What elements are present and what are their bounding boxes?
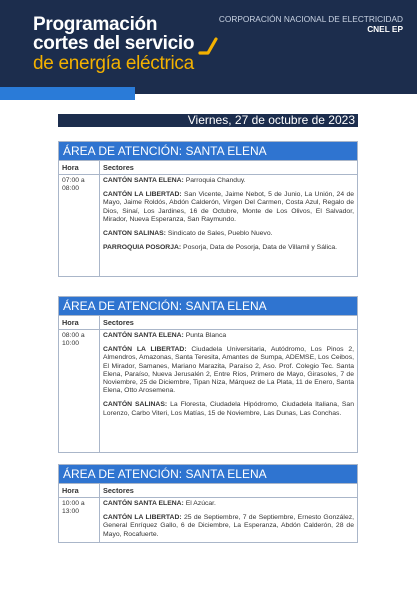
sector-list: Parroquia Chanduy. <box>183 177 246 184</box>
area-block <box>58 141 358 277</box>
area-block <box>58 464 358 543</box>
time-cell: 10:00 a 13:00 <box>59 498 100 542</box>
column-hora: Hora <box>59 483 100 497</box>
sector-list: San Vicente, Jaime Nebot, 5 de Junio, La Unión, 24 de Mayo, Jaime Roldós, Abdón Calderón, Virgen Del Carmen, Costa Azul, Regalo de Dios, Sinaí, Los Jardines, 16 de Octubre, Monte de Los Olivos, El Salvador, Mirador, Nueva Esperanza, San Raymundo. <box>103 191 355 223</box>
sector-entry <box>103 332 354 340</box>
canton-label: CANTÓN SANTA ELENA: <box>103 500 184 507</box>
table-header-row <box>59 483 357 497</box>
sector-entry <box>103 230 354 238</box>
org-short: CNEL EP <box>367 24 403 34</box>
table-header-row <box>59 160 357 174</box>
column-sectores: Sectores <box>100 483 357 497</box>
sector-list: La Floresta, Ciudadela Hipódromo, Ciudadela Italiana, San Lorenzo, Carbo Viteri, Los Matías, 15 de Noviembre, Las Dunas, Las Conchas. <box>103 401 354 417</box>
area-block <box>58 296 358 453</box>
sectors-cell <box>100 330 357 452</box>
area-title: ÁREA DE ATENCIÓN: SANTA ELENA <box>59 465 357 483</box>
table-row <box>59 329 357 452</box>
canton-label: CANTÓN LA LIBERTAD: <box>103 191 182 199</box>
time-cell: 08:00 a 10:00 <box>59 330 100 452</box>
canton-label: CANTÓN LA LIBERTAD: <box>103 346 187 354</box>
canton-label: CANTON SALINAS: <box>103 230 166 238</box>
sector-list: Posorja, Data de Posorja, Data de Villamil y Sálica. <box>181 244 338 252</box>
sector-entry <box>103 191 354 224</box>
org-name: CORPORACIÓN NACIONAL DE ELECTRICIDAD <box>218 14 403 24</box>
sector-entry <box>103 346 354 395</box>
sector-entry <box>103 401 354 417</box>
sector-list: Punta Blanca <box>183 332 227 339</box>
column-hora: Hora <box>59 160 100 174</box>
canton-label: PARROQUIA POSORJA: <box>103 244 182 252</box>
check-accent-icon <box>198 37 218 55</box>
sector-entry <box>103 500 354 508</box>
area-title: ÁREA DE ATENCIÓN: SANTA ELENA <box>59 297 357 315</box>
column-sectores: Sectores <box>100 160 357 174</box>
sectors-cell <box>100 175 357 276</box>
title-line-1: Programación <box>33 14 158 35</box>
sector-list: El Azúcar. <box>183 500 216 507</box>
sectors-cell <box>100 498 357 542</box>
table-row <box>59 497 357 542</box>
canton-label: CANTÓN SANTA ELENA: <box>103 177 184 184</box>
column-hora: Hora <box>59 315 100 329</box>
sector-entry <box>103 244 354 252</box>
sector-entry <box>103 177 354 185</box>
area-title: ÁREA DE ATENCIÓN: SANTA ELENA <box>59 142 357 160</box>
title-line-2: cortes del servicio <box>33 33 195 54</box>
table-header-row <box>59 315 357 329</box>
canton-label: CANTÓN SANTA ELENA: <box>103 332 184 339</box>
sector-entry <box>103 514 354 539</box>
table-row <box>59 174 357 276</box>
title-line-3: de energía eléctrica <box>33 53 194 74</box>
sector-list: Sindicato de Sales, Pueblo Nuevo. <box>165 230 273 238</box>
time-cell: 07:00 a 08:00 <box>59 175 100 276</box>
canton-label: CANTÓN SALINAS: <box>103 401 168 409</box>
date-bar: Viernes, 27 de octubre de 2023 <box>58 114 358 127</box>
sector-list: 25 de Septiembre, 7 de Septiembre, Ernesto González, General Enríquez Gallo, 6 de Diciembre, La Esperanza, Abdón Calderón, 28 de Mayo, Rocafuerte. <box>103 514 355 538</box>
canton-label: CANTÓN LA LIBERTAD: <box>103 514 182 522</box>
sector-list: Ciudadela Universitaria, Autódromo, Los Pinos 2, Almendros, Amazonas, Santa Teresita, Amantes de Sumpa, ADEMSE, Los Ceibos, El Mirador, Samanes, Mariano Marazita, Paraíso 2, Aso. Prof. Colegio Tec. Santa Elena, Paraíso, Nueva Jerusalén 2, Entre Ríos, Primero de Mayo, Girasoles, 7 de Noviembre, 25 de Diciembre, Tipan Niza, Márquez de La Plata, 11 de Enero, Santa Elena, Otto Arosemena. <box>103 346 354 395</box>
header-accent-bar <box>0 87 135 100</box>
column-sectores: Sectores <box>100 315 357 329</box>
page-header <box>0 0 417 94</box>
